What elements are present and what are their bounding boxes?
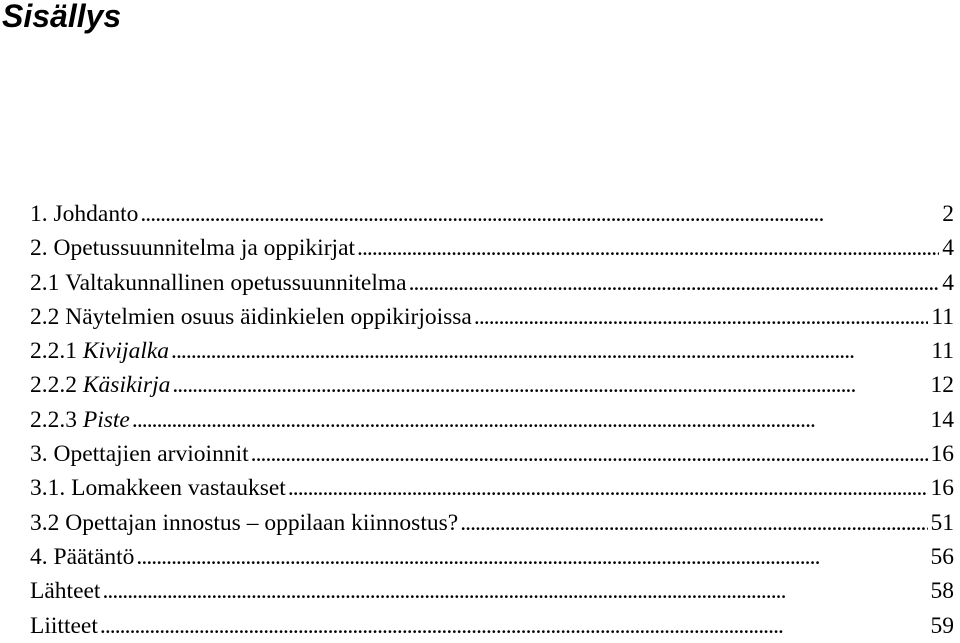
- toc-dot-leader: [172, 368, 927, 402]
- toc-entry-title: Opetussuunnitelma ja oppikirjat: [53, 235, 356, 262]
- toc-entry[interactable]: [30, 574, 954, 608]
- toc-entry[interactable]: [30, 266, 954, 300]
- toc-entry-page: 58: [930, 578, 954, 605]
- toc-dot-leader: [140, 197, 939, 231]
- toc-entry-number: 4.: [30, 543, 48, 570]
- toc-entry-title: Näytelmien osuus äidinkielen oppikirjoissa: [65, 303, 472, 330]
- toc-entry-page: 4: [942, 235, 954, 262]
- toc-entry-number: 3.2: [30, 509, 60, 536]
- toc-entry-number: 2.2: [30, 303, 60, 330]
- toc-entry-number: 2.2.3: [30, 406, 77, 433]
- toc-entry-page: 11: [931, 303, 954, 330]
- toc-dot-leader: [171, 334, 928, 368]
- toc-entry-page: 4: [942, 269, 954, 296]
- toc-entry-title: Päätäntö: [53, 543, 135, 570]
- toc-dot-leader: [357, 231, 939, 265]
- toc-entry-title: Liitteet: [30, 612, 98, 639]
- toc-entry-page: 51: [930, 509, 954, 536]
- toc-entry-page: 56: [930, 543, 954, 570]
- toc-entry-title: Opettajan innostus – oppilaan kiinnostus?: [65, 509, 459, 536]
- toc-entry-page: 16: [930, 475, 954, 502]
- toc-entry-page: 14: [930, 406, 954, 433]
- toc-dot-leader: [102, 574, 927, 608]
- toc-entry-number: 3.: [30, 441, 48, 468]
- toc-dot-leader: [132, 403, 928, 437]
- toc-entry[interactable]: [30, 403, 954, 437]
- toc-entry-number: 2.: [30, 235, 48, 262]
- toc-dot-leader: [100, 609, 928, 643]
- toc-entry[interactable]: [30, 540, 954, 574]
- toc-entry[interactable]: [30, 471, 954, 505]
- toc-entry[interactable]: [30, 300, 954, 334]
- toc-entry[interactable]: [30, 231, 954, 265]
- toc-entry-title: Lähteet: [30, 578, 101, 605]
- toc-entry-title: Opettajien arvioinnit: [53, 441, 249, 468]
- toc-entry[interactable]: [30, 506, 954, 540]
- toc-dot-leader: [409, 266, 940, 300]
- toc-entry[interactable]: [30, 609, 954, 643]
- toc-entry[interactable]: [30, 437, 954, 471]
- page-title: Sisällys: [2, 0, 122, 34]
- toc-entry-page: 2: [942, 201, 954, 227]
- toc-entry-title: Lomakkeen vastaukset: [71, 475, 286, 502]
- toc-entry[interactable]: [30, 368, 954, 402]
- toc-entry-title: Käsikirja: [82, 372, 171, 399]
- toc-entry-number: 1.: [30, 201, 48, 227]
- toc-entry-title: Piste: [82, 406, 130, 433]
- toc-dot-leader: [136, 540, 927, 574]
- toc-dot-leader: [460, 506, 927, 540]
- toc-entry-page: 11: [931, 338, 954, 365]
- toc-entry-title: Johdanto: [53, 201, 139, 227]
- toc-entry-page: 16: [930, 441, 954, 468]
- toc-entry-page: 59: [930, 612, 954, 639]
- toc-dot-leader: [251, 437, 928, 471]
- toc-entry-page: 12: [930, 372, 954, 399]
- toc-entry-number: 3.1.: [30, 475, 66, 502]
- toc-entry-number: 2.2.1: [30, 338, 77, 365]
- toc-dot-leader: [288, 471, 928, 505]
- toc-entry[interactable]: [30, 334, 954, 368]
- toc-entry-title: Valtakunnallinen opetussuunnitelma: [65, 269, 407, 296]
- toc-entry[interactable]: [30, 197, 954, 231]
- toc-entry-title: Kivijalka: [82, 338, 170, 365]
- toc-entry-number: 2.2.2: [30, 372, 77, 399]
- table-of-contents: [30, 197, 954, 643]
- toc-dot-leader: [474, 300, 928, 334]
- toc-entry-number: 2.1: [30, 269, 60, 296]
